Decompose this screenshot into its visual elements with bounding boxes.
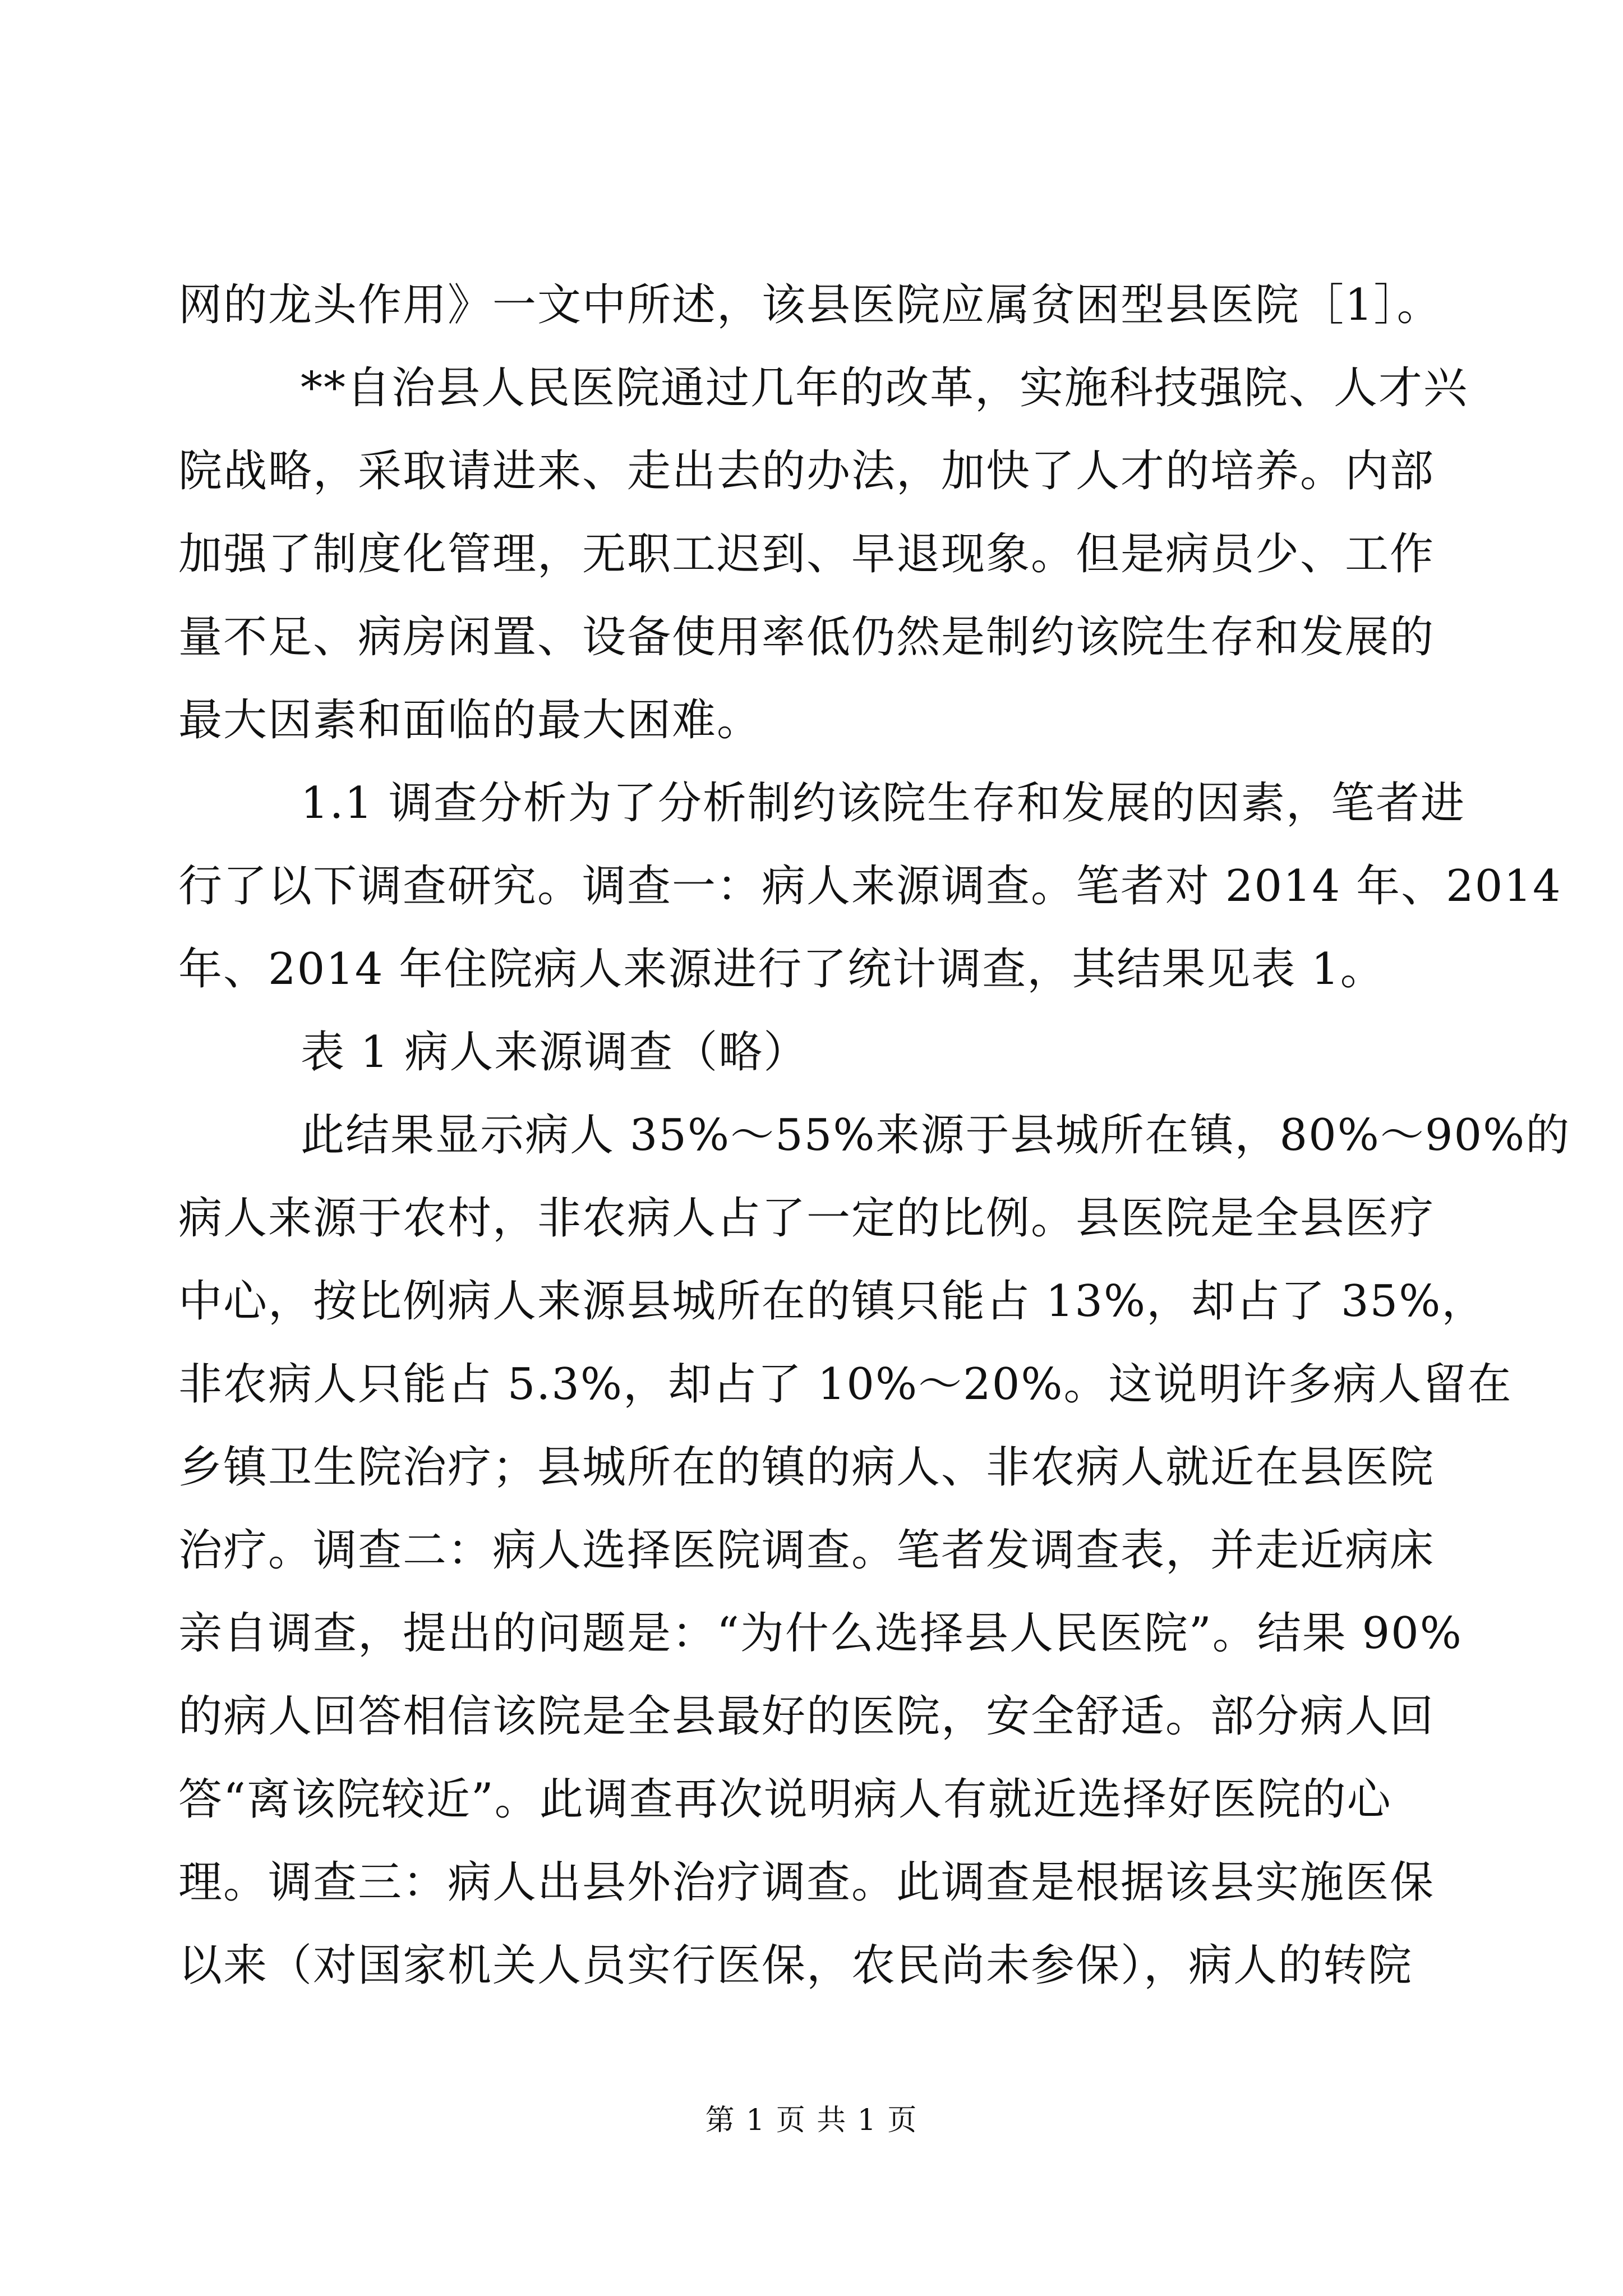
text-line: 中心，按比例病人来源县城所在的镇只能占 13%，却占了 35%， <box>178 1276 1487 1327</box>
text-line: 非农病人只能占 5.3%，却占了 10%～20%。这说明许多病人留在 <box>178 1359 1513 1410</box>
text-line: 乡镇卫生院治疗；县城所在的镇的病人、非农病人就近在县医院 <box>178 1442 1435 1493</box>
text-line: 最大因素和面临的最大困难。 <box>178 695 762 746</box>
text-line: 亲自调查，提出的问题是：“为什么选择县人民医院”。结果 90% <box>178 1608 1463 1659</box>
text-line: 年、2014 年住院病人来源进行了统计调查，其结果见表 1。 <box>178 944 1385 995</box>
text-line: 答“离该院较近”。此调查再次说明病人有就近选择好医院的心 <box>178 1774 1392 1825</box>
text-line: 加强了制度化管理，无职工迟到、早退现象。但是病员少、工作 <box>178 529 1435 579</box>
text-line: 理。调查三：病人出县外治疗调查。此调查是根据该县实施医保 <box>178 1857 1435 1908</box>
text-line: 病人来源于农村，非农病人占了一定的比例。县医院是全县医疗 <box>178 1193 1435 1244</box>
paragraph-start-line: 1.1 调查分析为了分析制约该院生存和发展的因素，笔者进 <box>301 778 1465 829</box>
document-body <box>178 264 1571 2007</box>
paragraph-start-line: 此结果显示病人 35%～55%来源于县城所在镇，80%～90%的 <box>301 1110 1571 1161</box>
page-number-footer: 第 1 页 共 1 页 <box>705 2104 918 2137</box>
text-line: 治疗。调查二：病人选择医院调查。笔者发调查表，并走近病床 <box>178 1525 1435 1576</box>
text-line: 行了以下调查研究。调查一：病人来源调查。笔者对 2014 年、2014 <box>178 861 1562 912</box>
text-line: 的病人回答相信该院是全县最好的医院，安全舒适。部分病人回 <box>178 1691 1435 1742</box>
text-line: 网的龙头作用》一文中所述，该县医院应属贫困型县医院［1］。 <box>178 280 1442 330</box>
text-line: 以来（对国家机关人员实行医保，农民尚未参保），病人的转院 <box>178 1940 1413 1991</box>
table-caption: 表 1 病人来源调查（略） <box>301 1027 809 1078</box>
text-line: 院战略，采取请进来、走出去的办法，加快了人才的培养。内部 <box>178 446 1435 496</box>
paragraph-start-line: **自治县人民医院通过几年的改革，实施科技强院、人才兴 <box>301 363 1469 413</box>
text-line: 量不足、病房闲置、设备使用率低仍然是制约该院生存和发展的 <box>178 612 1435 662</box>
